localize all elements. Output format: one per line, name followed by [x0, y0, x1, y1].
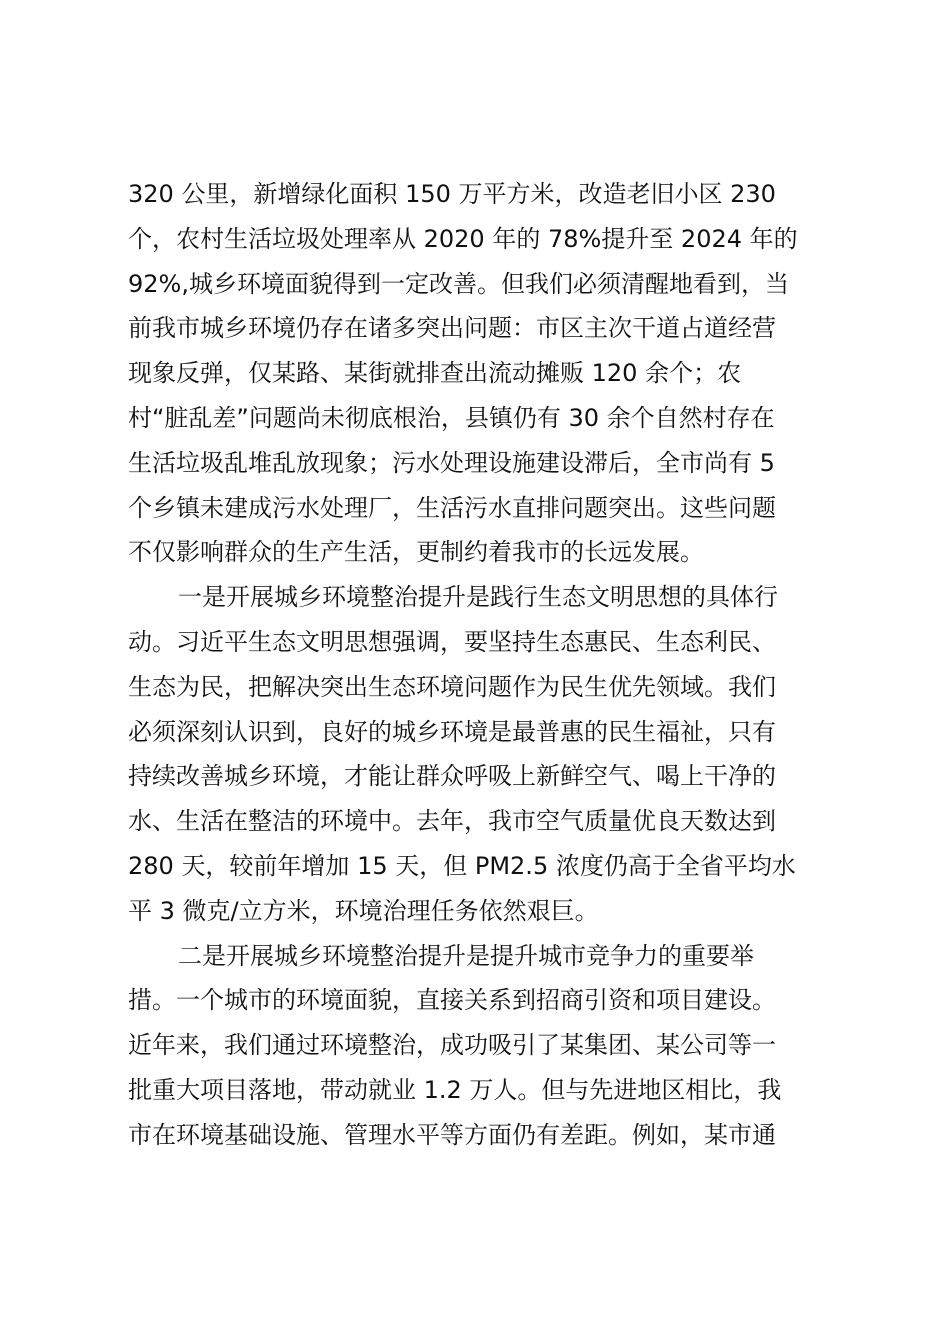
text-line: 生活垃圾乱堆乱放现象；污水处理设施建设滞后，全市尚有 5 [128, 448, 775, 477]
text-line: 市在环境基础设施、管理水平等方面仍有差距。例如，某市通 [128, 1120, 776, 1149]
text-line: 280 天，较前年增加 15 天，但 PM2.5 浓度仍高于全省平均水 [128, 851, 796, 880]
text-line: 个，农村生活垃圾处理率从 2020 年的 78%提升至 2024 年的 [128, 224, 798, 253]
text-line: 批重大项目落地，带动就业 1.2 万人。但与先进地区相比，我 [128, 1075, 782, 1104]
text-line: 措。一个城市的环境面貌，直接关系到招商引资和项目建设。 [128, 986, 776, 1015]
text-line: 水、生活在整洁的环境中。去年，我市空气质量优良天数达到 [128, 807, 776, 836]
text-line: 不仅影响群众的生产生活，更制约着我市的长远发展。 [128, 538, 704, 567]
text-line: 平 3 微克/立方米，环境治理任务依然艰巨。 [128, 896, 599, 925]
text-line: 必须深刻认识到，良好的城乡环境是最普惠的民生福祉，只有 [128, 717, 776, 746]
text-line: 持续改善城乡环境，才能让群众呼吸上新鲜空气、喝上干净的 [128, 762, 776, 791]
document-body [128, 172, 832, 1158]
text-line: 前我市城乡环境仍存在诸多突出问题：市区主次干道占道经营 [128, 314, 776, 343]
text-line: 92%,城乡环境面貌得到一定改善。但我们必须清醒地看到，当 [128, 269, 789, 298]
text-line: 近年来，我们通过环境整治，成功吸引了某集团、某公司等一 [128, 1031, 776, 1060]
text-line: 320 公里，新增绿化面积 150 万平方米，改造老旧小区 230 [128, 180, 776, 208]
paragraph-first-line: 二是开展城乡环境整治提升是提升城市竞争力的重要举 [178, 941, 754, 970]
text-line: 动。习近平生态文明思想强调，要坚持生态惠民、生态利民、 [128, 627, 776, 656]
text-line: 现象反弹，仅某路、某街就排查出流动摊贩 120 余个；农 [128, 359, 742, 388]
paragraph-first-line: 一是开展城乡环境整治提升是践行生态文明思想的具体行 [178, 583, 778, 612]
text-line: 村“脏乱差”问题尚未彻底根治，县镇仍有 30 余个自然村存在 [128, 403, 775, 432]
text-line: 生态为民，把解决突出生态环境问题作为民生优先领域。我们 [128, 672, 776, 701]
text-line: 个乡镇未建成污水处理厂，生活污水直排问题突出。这些问题 [128, 493, 776, 522]
